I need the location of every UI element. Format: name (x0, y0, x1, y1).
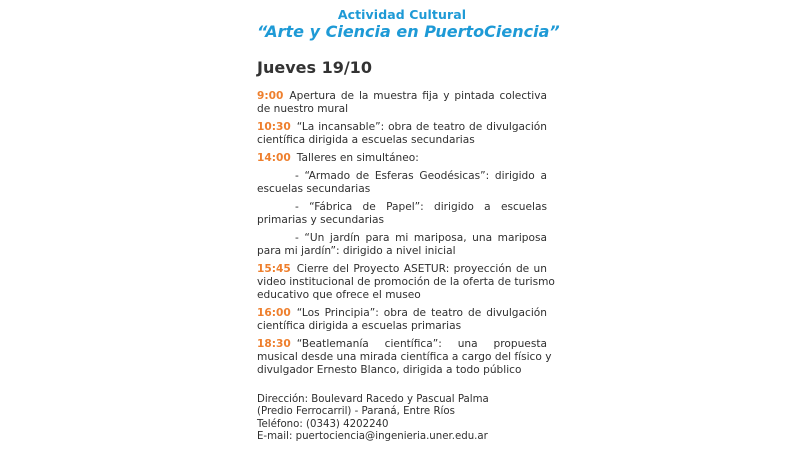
schedule-item (257, 152, 547, 258)
schedule-time: 16:00 (257, 307, 291, 319)
schedule-time: 10:30 (257, 121, 291, 133)
contact-address: (Predio Ferrocarril) - Paraná, Entre Ríos (257, 406, 455, 418)
schedule-text: educativo que ofrece el museo (257, 289, 421, 301)
schedule-text: musical desde una mirada científica a cargo del físico y (257, 351, 552, 363)
workshop-item (257, 201, 547, 227)
schedule-item (257, 307, 547, 333)
workshop-text: escuelas secundarias (257, 183, 371, 195)
schedule-text: Talleres en simultáneo: (296, 152, 419, 164)
event-title: “Arte y Ciencia en PuertoCiencia” (257, 22, 560, 41)
schedule-time: 18:30 (257, 338, 291, 350)
schedule-time: 15:45 (257, 263, 291, 275)
schedule-text: Cierre del Proyecto ASETUR: proyección de un (296, 263, 547, 275)
schedule-text: de nuestro mural (257, 103, 349, 115)
workshop-item (257, 232, 547, 258)
event-kicker: Actividad Cultural (337, 7, 467, 22)
schedule-text: científica dirigida a escuelas primarias (257, 320, 462, 332)
contact-info (257, 394, 547, 444)
schedule-item (257, 121, 547, 147)
event-date: Jueves 19/10 (257, 58, 372, 77)
workshop-text: - “Un jardín para mi mariposa, una mariposa (295, 232, 547, 244)
workshop-text: - “Armado de Esferas Geodésicas”: dirigido a (295, 170, 547, 182)
schedule-item (257, 263, 555, 302)
schedule-text: “Beatlemanía científica”: una propuesta (296, 338, 547, 350)
workshop-text: primarias y secundarias (257, 214, 384, 226)
schedule-text: Apertura de la muestra fija y pintada colectiva (289, 90, 547, 102)
schedule-text: científica dirigida a escuelas secundarias (257, 134, 475, 146)
workshop-item (257, 170, 547, 196)
schedule-text: “Los Principia”: obra de teatro de divulgación (296, 307, 547, 319)
contact-email: E-mail: puertociencia@ingenieria.uner.edu.ar (257, 431, 488, 443)
schedule-text: divulgador Ernesto Blanco, dirigida a todo público (257, 364, 522, 376)
schedule-list (257, 90, 555, 377)
schedule-time: 9:00 (257, 90, 284, 102)
schedule-item (257, 338, 552, 377)
workshop-text: - “Fábrica de Papel”: dirigido a escuelas (295, 201, 547, 213)
schedule-text: “La incansable”: obra de teatro de divulgación (296, 121, 547, 133)
workshop-text: para mi jardín”: dirigido a nivel inicial (257, 245, 456, 257)
contact-address: Dirección: Boulevard Racedo y Pascual Palma (257, 394, 489, 405)
contact-phone: Teléfono: (0343) 4202240 (257, 418, 389, 430)
schedule-text: video institucional de promoción de la oferta de turismo (257, 276, 555, 288)
schedule-item (257, 90, 547, 116)
schedule-time: 14:00 (257, 152, 291, 164)
